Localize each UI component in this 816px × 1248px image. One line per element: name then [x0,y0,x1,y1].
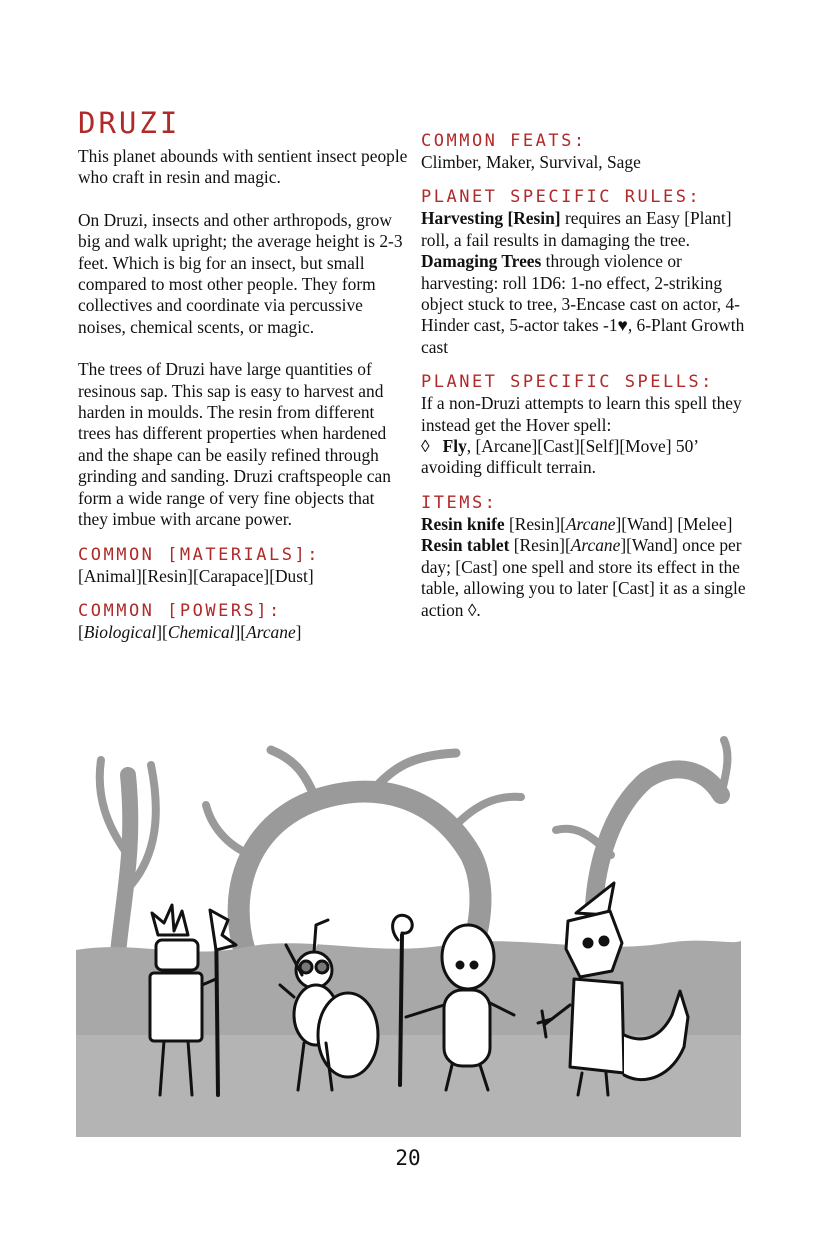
materials-heading: COMMON [MATERIALS]: [78,544,320,565]
insect-people-illustration [76,735,741,1137]
feats-heading: COMMON FEATS: [421,131,587,151]
rules-heading: PLANET SPECIFIC RULES: [421,187,702,208]
arthropods-paragraph: On Druzi, insects and other arthropods, grow big and walk upright; the average height is 2-3 feet. Which is big for an insect, but small compared to most other people. They form collectives and coordinate via percussive noises, chemical scents, or magic. [78,209,403,337]
page-number: 20 [395,1146,421,1170]
intro-paragraph: This planet abounds with sentient insect people who craft in resin and magic. [78,146,408,188]
item-resin-knife: Resin knife [Resin][Arcane][Wand] [Melee] [421,513,733,534]
feats-list: Climber, Maker, Survival, Sage [421,152,641,172]
left-column [78,106,408,643]
powers-heading: COMMON [POWERS]: [78,600,282,621]
materials-list: [Animal][Resin][Carapace][Dust] [78,565,314,586]
spells-heading: PLANET SPECIFIC SPELLS: [421,372,714,393]
right-column [421,130,751,621]
powers-list: [Biological][Chemical][Arcane] [78,621,302,642]
items-heading: ITEMS: [421,492,498,513]
rule-damaging-trees: Damaging Trees through violence or harvesting: roll 1D6: 1-no effect, 2-striking object stuck to tree, 3-Encase cast on actor, 4-Hinder cast, 5-actor takes -1♥, 6-Plant Growth cast [421,251,745,357]
spell-fly: ◊ Fly, [Arcane][Cast][Self][Move] 50’ avoiding difficult terrain. [421,436,698,478]
trees-paragraph: The trees of Druzi have large quantities of resinous sap. This sap is easy to harvest and harden in moulds. The resin from different trees has different properties when hardened and the shape can be easily refined through grinding and sanding. Druzi craftspeople can form a wide range of very fine objects that they imbue with arcane power. [78,359,391,530]
rule-harvesting: Harvesting [Resin] requires an Easy [Plant] roll, a fail results in damaging the tree. [421,208,732,250]
spells-intro: If a non-Druzi attempts to learn this spell they instead get the Hover spell: [421,393,742,435]
page-title: DRUZI [78,106,181,140]
item-resin-tablet: Resin tablet [Resin][Arcane][Wand] once per day; [Cast] one spell and store its effect in the table, allowing you to later [Cast] it as a single action ◊. [421,535,746,620]
diamond-icon: ◊ [421,436,430,457]
